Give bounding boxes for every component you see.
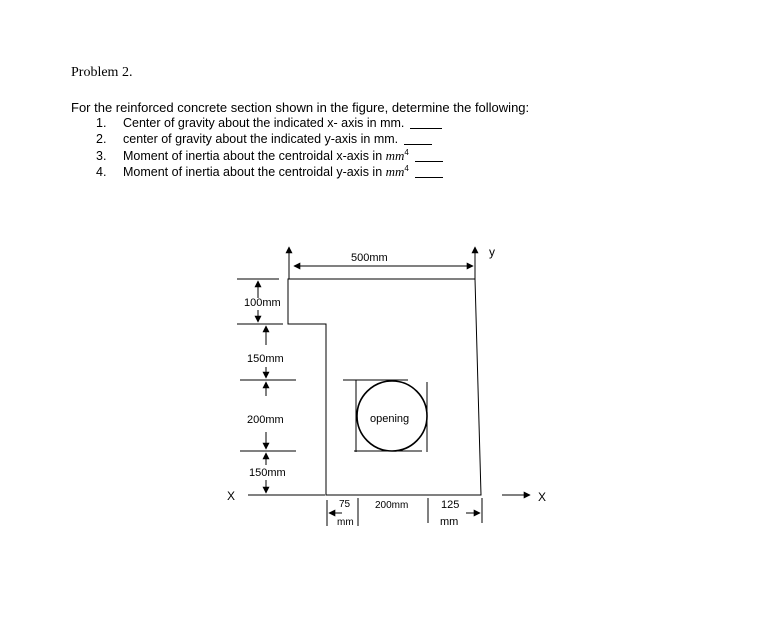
opening-label: opening <box>370 413 410 425</box>
question-unit-exponent: 4 <box>404 148 409 157</box>
problem-intro: For the reinforced concrete section shown in the figure, determine the following: <box>71 100 530 115</box>
question-text: Moment of inertia about the centroidal x-axis in <box>123 149 386 164</box>
y-axis-label: y <box>489 245 495 259</box>
dim-label-200: 200mm <box>247 414 284 426</box>
question-number: 1. <box>96 116 107 130</box>
section-outline <box>288 279 481 495</box>
question-text: Center of gravity about the indicated x- axis in mm. <box>123 116 405 130</box>
question-number: 2. <box>96 132 107 146</box>
question-number: 4. <box>96 165 107 180</box>
question-text: Moment of inertia about the centroidal y-axis in <box>123 165 386 180</box>
dim-label-75: 75 <box>339 499 351 510</box>
dim-label-125-unit: mm <box>440 516 459 528</box>
dim-label-150: 150mm <box>249 467 286 479</box>
question-unit: mm <box>385 148 405 164</box>
dim-label-150: 150mm <box>247 353 284 365</box>
dim-label-100: 100mm <box>244 297 281 309</box>
dim-label-500: 500mm <box>351 252 388 264</box>
dim-label-200-bottom: 200mm <box>375 500 409 511</box>
question-text: center of gravity about the indicated y-axis in mm. <box>123 132 399 146</box>
dim-label-75-unit: mm <box>337 517 354 528</box>
x-axis-label-right: X <box>538 490 547 504</box>
question-number: 3. <box>96 149 107 164</box>
question-unit-exponent: 4 <box>404 164 409 173</box>
problem-title: Problem 2. <box>71 65 133 80</box>
question-unit: mm <box>385 164 405 180</box>
dim-label-125: 125 <box>441 499 460 511</box>
x-axis-label-left: X <box>227 489 236 503</box>
